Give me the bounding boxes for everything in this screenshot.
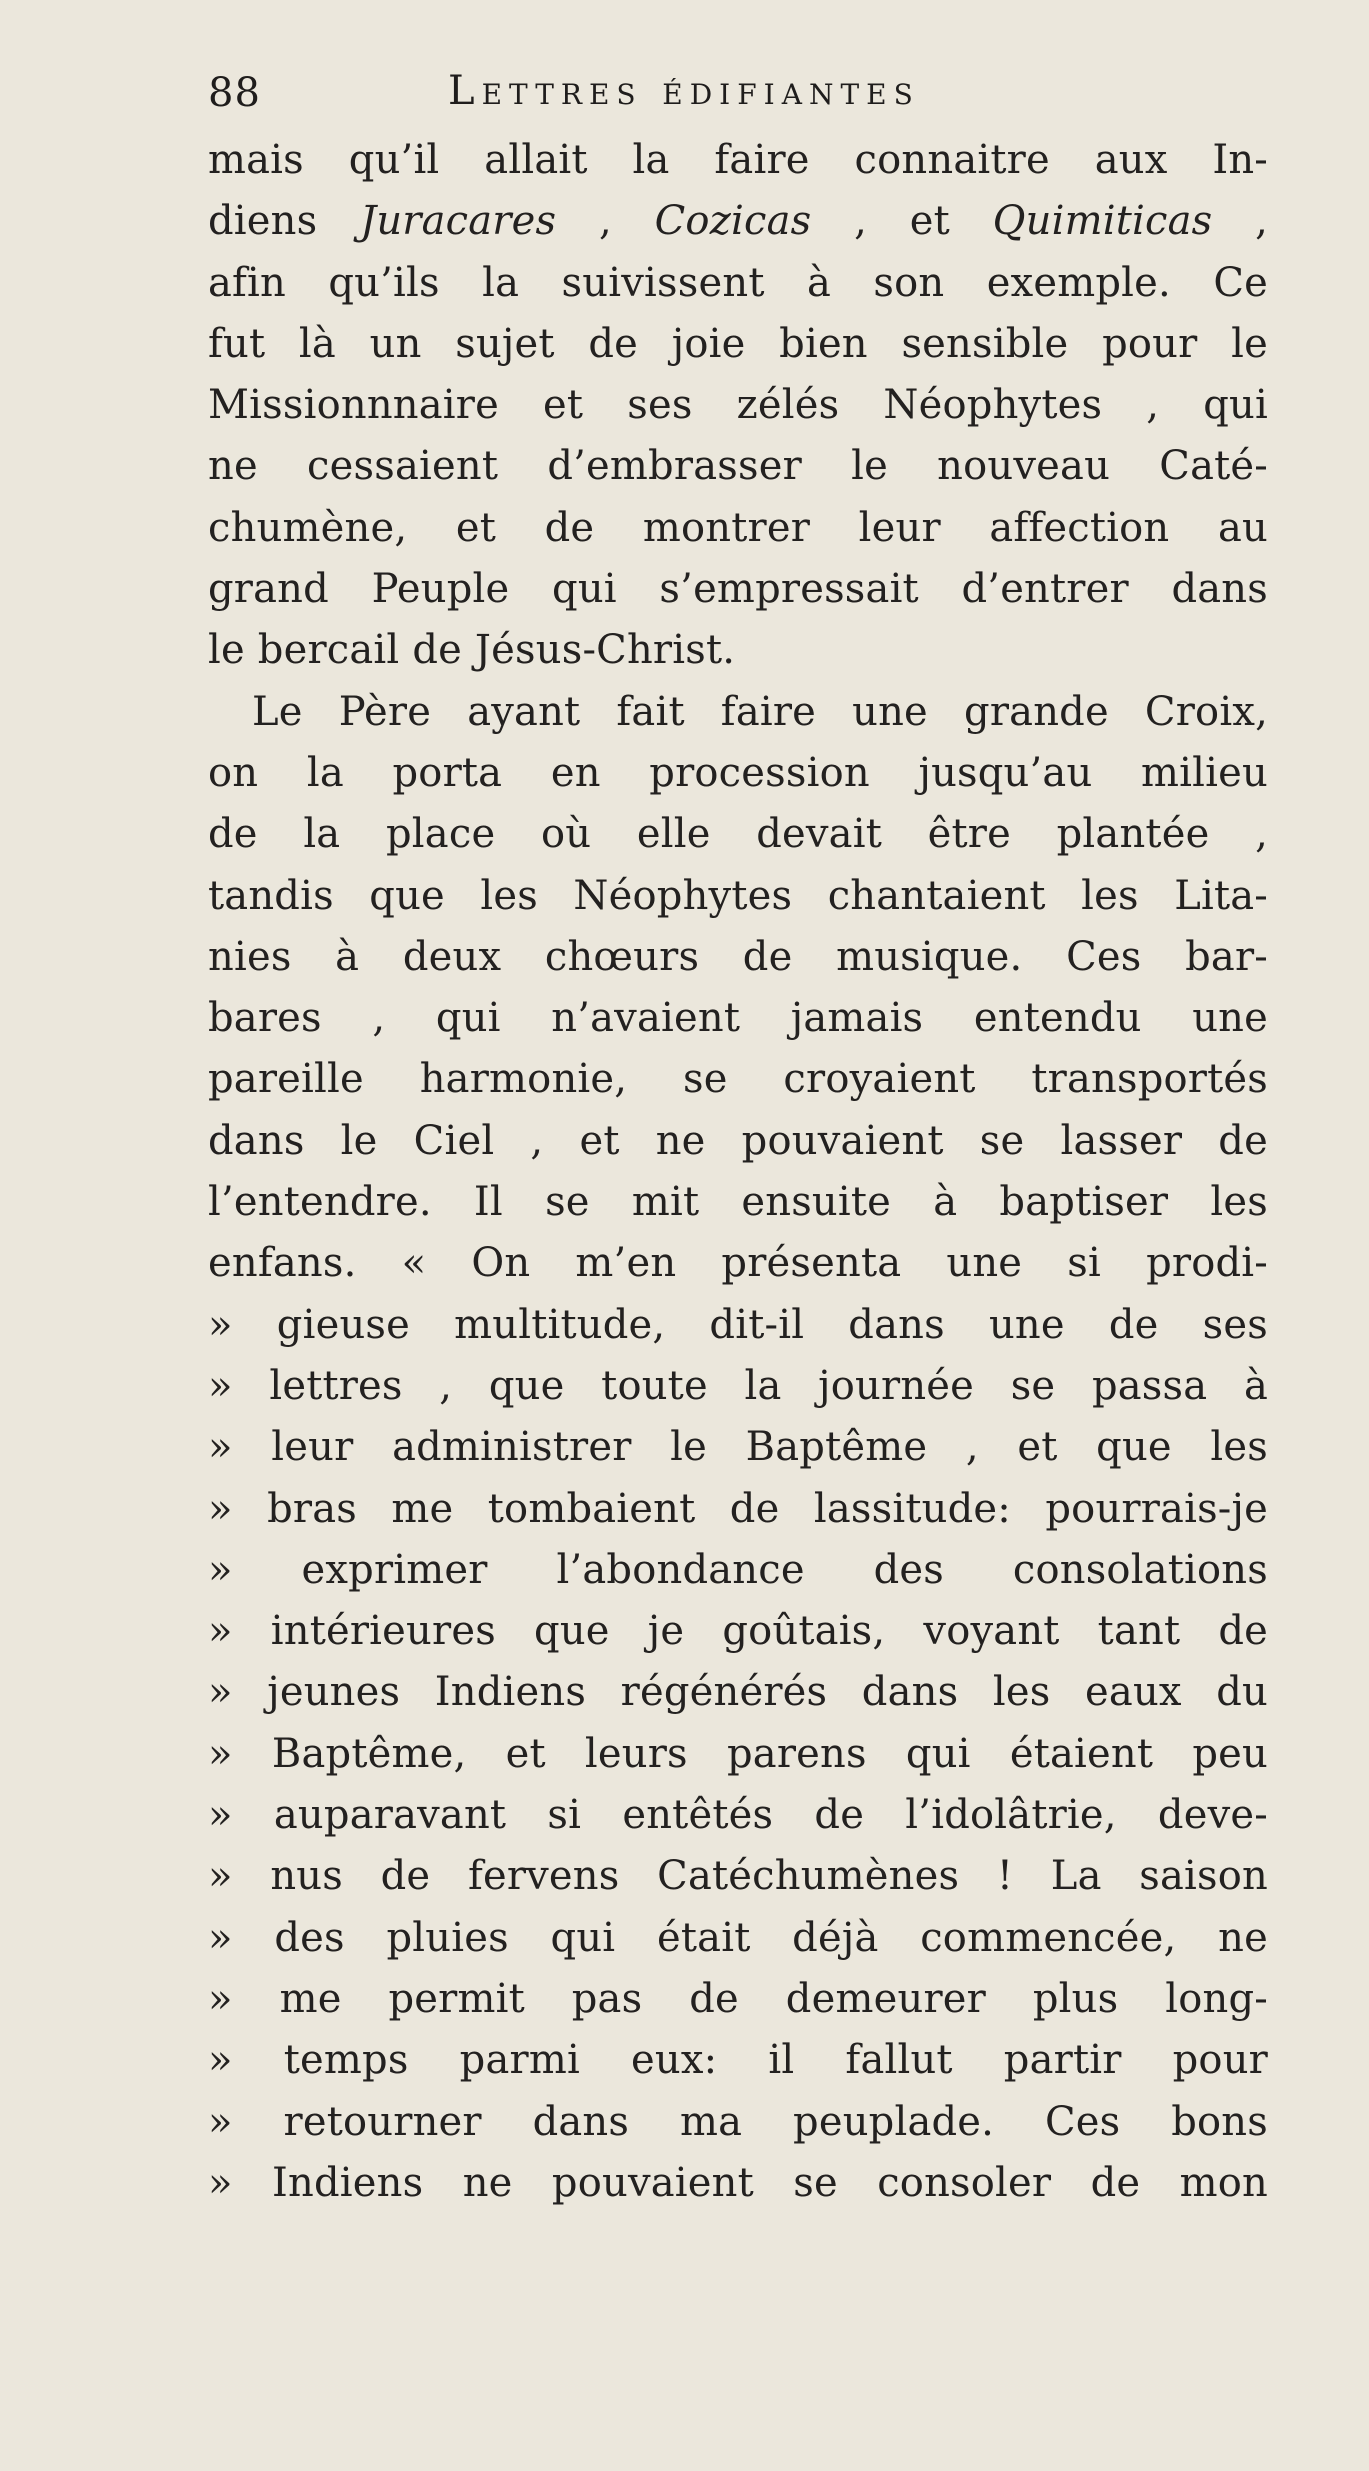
text-line: fut là un sujet de joie bien sensible pour le (208, 320, 1268, 367)
text-line: Missionnnaire et ses zélés Néophytes , qui (208, 382, 1268, 429)
text-line: chumène, et de montrer leur affection au (208, 504, 1268, 551)
text-line: » Baptême, et leurs parens qui étaient peu (208, 1730, 1268, 1777)
text-line: grand Peuple qui s’empressait d’entrer dans (208, 566, 1268, 613)
text-line: diens Juracares , Cozicas , et Quimiticas , (208, 198, 1268, 245)
text-line: » leur administrer le Baptême , et que les (208, 1424, 1268, 1471)
text-line: le bercail de Jésus-Christ. (208, 627, 736, 674)
text-line: » bras me tombaient de lassitude: pourrais-je (208, 1485, 1268, 1532)
text-line: tandis que les Néophytes chantaient les Lita- (208, 872, 1268, 919)
text-line: nies à deux chœurs de musique. Ces bar- (208, 933, 1268, 980)
italic-name: Quimiticas (992, 198, 1213, 245)
text-line: » des pluies qui était déjà commencée, ne (208, 1914, 1268, 1961)
text-line: pareille harmonie, se croyaient transportés (208, 1056, 1268, 1103)
text-line: » temps parmi eux: il fallut partir pour (208, 2037, 1268, 2084)
page-number: 88 (208, 70, 261, 116)
text-line: ne cessaient d’embrasser le nouveau Caté- (208, 443, 1268, 490)
text-line: » retourner dans ma peuplade. Ces bons (208, 2098, 1268, 2145)
text-line: » gieuse multitude, dit-il dans une de ses (208, 1301, 1268, 1348)
text-line: l’entendre. Il se mit ensuite à baptiser les (208, 1179, 1268, 1226)
running-title: Lettres édifiantes (448, 68, 920, 114)
text-line: » intérieures que je goûtais, voyant tant de (208, 1608, 1268, 1655)
running-head (208, 62, 1048, 122)
text-line: » nus de fervens Catéchumènes ! La saison (208, 1853, 1268, 1900)
text-line: de la place où elle devait être plantée , (208, 811, 1268, 858)
text-line: dans le Ciel , et ne pouvaient se lasser de (208, 1117, 1268, 1164)
text-line: » Indiens ne pouvaient se consoler de mon (208, 2159, 1268, 2206)
italic-name: Cozicas (654, 198, 812, 245)
text-line: mais qu’il allait la faire connaitre aux In- (208, 137, 1268, 183)
text-line: » exprimer l’abondance des consolations (208, 1546, 1268, 1593)
text-line: Le Père ayant fait faire une grande Croix, (252, 688, 1268, 735)
text-line: on la porta en procession jusqu’au milieu (208, 749, 1268, 796)
text-line: enfans. « On m’en présenta une si prodi- (208, 1240, 1268, 1287)
text-line: » lettres , que toute la journée se passa à (208, 1362, 1268, 1409)
text-line: » me permit pas de demeurer plus long- (208, 1975, 1268, 2022)
text-line: » auparavant si entêtés de l’idolâtrie, deve- (208, 1792, 1268, 1839)
text-line: bares , qui n’avaient jamais entendu une (208, 995, 1268, 1042)
text-line: » jeunes Indiens régénérés dans les eaux du (208, 1669, 1268, 1716)
text-line: afin qu’ils la suivissent à son exemple. Ce (208, 259, 1268, 306)
italic-name: Juracares (360, 198, 557, 245)
body-text (208, 130, 1268, 2214)
